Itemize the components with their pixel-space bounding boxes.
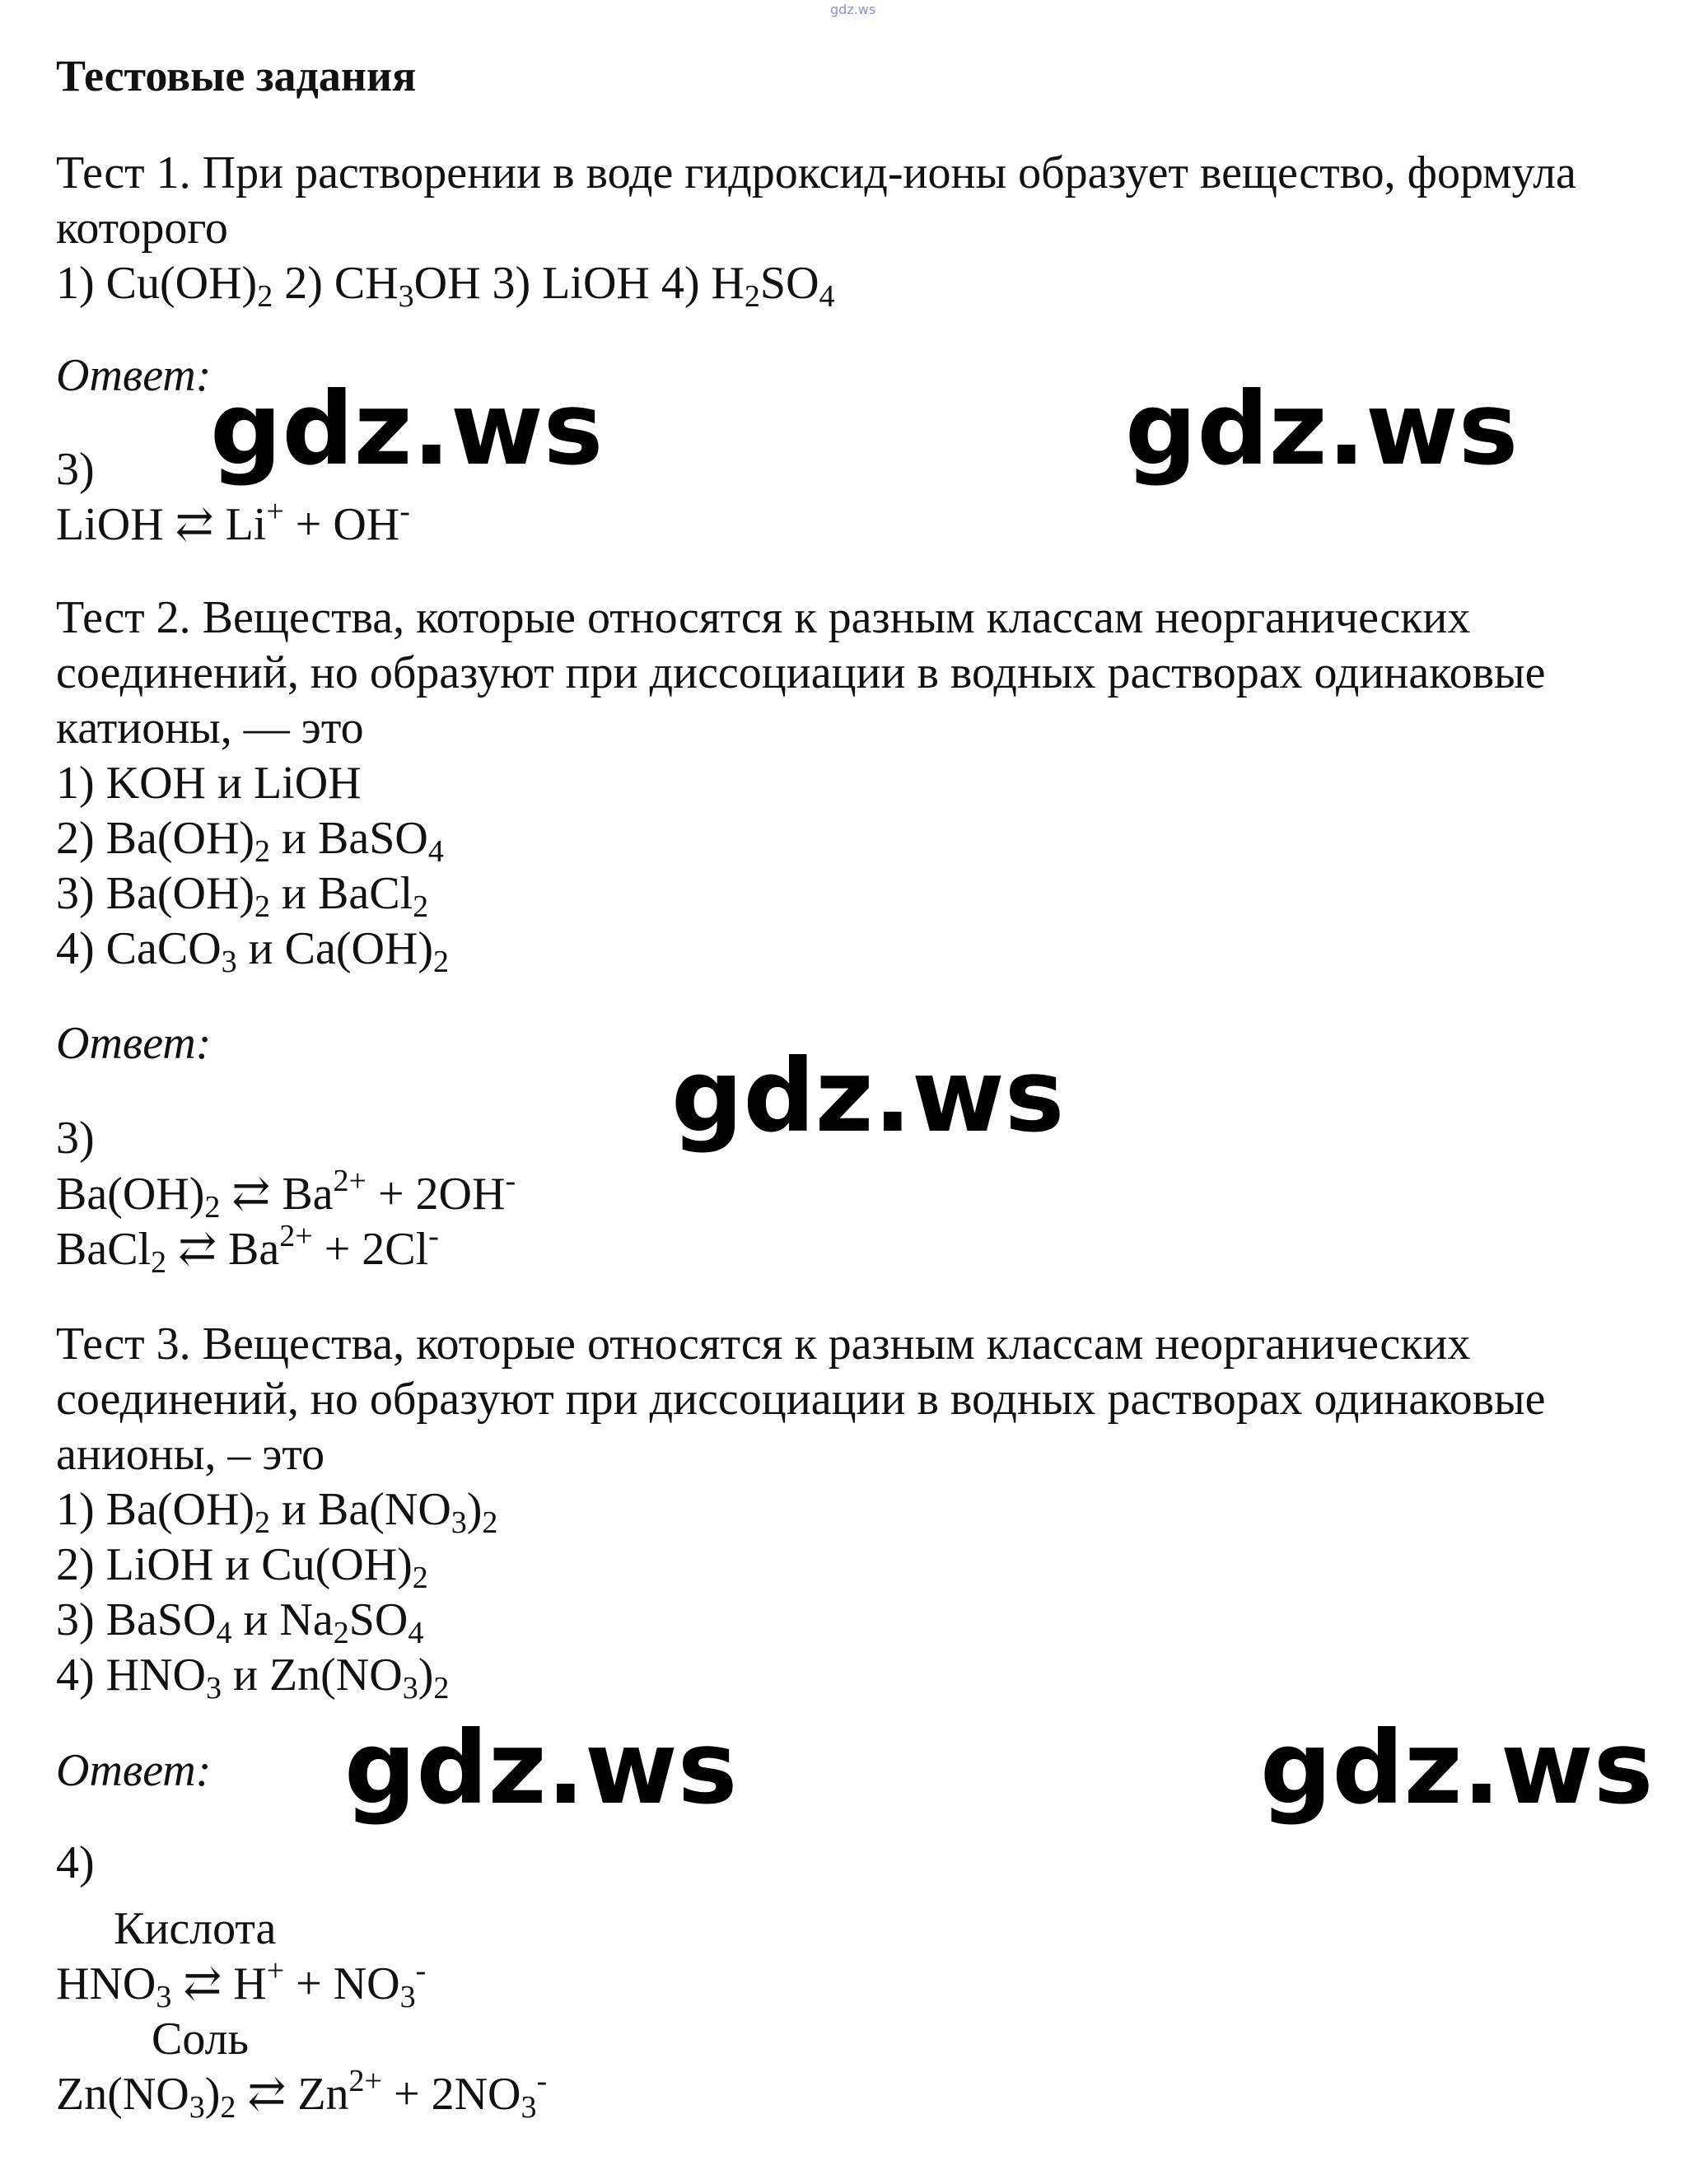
test3-option-2: 2) LiOH и $Cu(OH)_2$ <box>56 1539 428 1595</box>
test2-answer-label: Ответ: <box>56 1018 212 1069</box>
test1-answer: 3) <box>56 444 95 495</box>
watermark-5: gdz.ws <box>1260 1710 1654 1827</box>
test1-answer-label: Ответ: <box>56 350 212 401</box>
test2-option-3: 3) $Ba(OH)_2$ и BaCl$_2$ <box>56 868 429 924</box>
test3-question-line3: анионы, – это <box>56 1429 325 1480</box>
test3-label-salt: Соль <box>152 2014 250 2065</box>
test3-option-4: 4) $HNO_3$ и $Zn(NO_3)_2$ <box>56 1650 450 1706</box>
test3-answer: 4) <box>56 1837 95 1888</box>
test3-question-line2: соединений, но образуют при диссоциации в водных растворах одинаковые <box>56 1374 1546 1425</box>
test1-question-line2: которого <box>56 203 228 254</box>
test2-option-2: 2) $Ba(OH)_2$ и BaSO$_4$ <box>56 813 444 869</box>
test2-question-line2: соединений, но образуют при диссоциации в водных растворах одинаковые <box>56 647 1546 698</box>
test3-label-acid: Кислота <box>114 1903 277 1954</box>
test3-question-line1: Тест 3. Вещества, которые относятся к разным классам неорганических <box>56 1318 1471 1370</box>
watermark-4: gdz.ws <box>344 1710 738 1827</box>
test1-options: 1) $Cu(OH)_2$ 2) $CH_3OH$ 3) LiOH 4) $H_2SO_4$ <box>56 258 835 314</box>
watermark-2: gdz.ws <box>1125 371 1519 488</box>
test3-equation-2: $Zn(NO_3)_2$ ⇄ $Zn^{2+} + 2NO_3^-$ <box>56 2064 548 2125</box>
header-watermark: gdz.ws <box>830 2 876 17</box>
test2-option-4: 4) CaCO$_3$ и $Ca(OH)_2$ <box>56 923 450 979</box>
test2-equation-2: BaCl$_2$ ⇄ $Ba^{2+} + 2Cl^-$ <box>56 1219 439 1280</box>
test1-question-line1: Тест 1. При растворении в воде гидроксид-ионы образует вещество, формула <box>56 147 1576 198</box>
test2-question-line3: катионы, — это <box>56 702 364 754</box>
test3-equation-1: $HNO_3$ ⇄ $H^+ + NO_3^-$ <box>56 1953 427 2014</box>
test2-answer: 3) <box>56 1113 95 1164</box>
test2-option-1: 1) KOH и LiOH <box>56 758 362 809</box>
test2-question-line1: Тест 2. Вещества, которые относятся к разным классам неорганических <box>56 592 1471 643</box>
test1-equation: LiOH ⇄ Li+ + OH- <box>56 494 410 550</box>
test3-answer-label: Ответ: <box>56 1745 212 1796</box>
test2-equation-1: $Ba(OH)_2$ ⇄ $Ba^{2+} + 2OH^-$ <box>56 1164 516 1225</box>
page-title: Тестовые задания <box>56 51 417 100</box>
test3-option-1: 1) $Ba(OH)_2$ и $Ba(NO_3)_2$ <box>56 1484 498 1540</box>
test3-option-3: 3) BaSO$_4$ и $Na_2SO_4$ <box>56 1594 424 1650</box>
watermark-3: gdz.ws <box>671 1038 1065 1155</box>
watermark-1: gdz.ws <box>210 371 604 488</box>
